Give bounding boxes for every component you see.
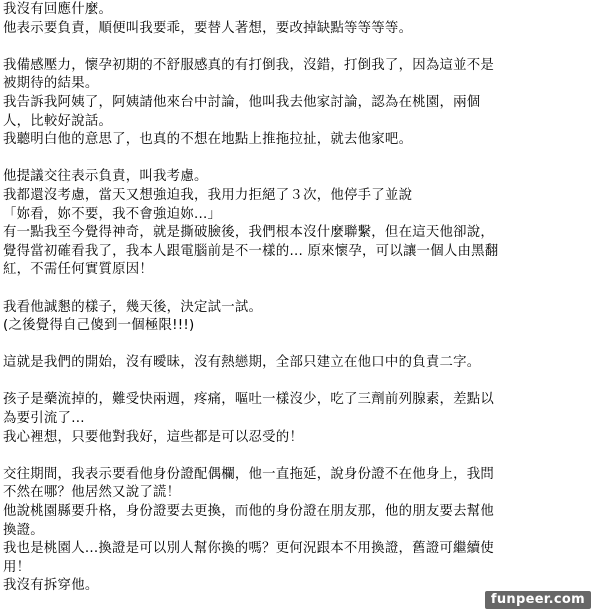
text-line: 我告訴我阿姨了，阿姨請他來台中討論，他叫我去他家討論，認為在桃園，兩個 — [3, 94, 481, 110]
text-line: 紅，不需任何實質原因！ — [3, 262, 154, 278]
text-line: 他提議交往表示負責，叫我考慮。 — [3, 169, 208, 185]
blank-line — [3, 373, 593, 392]
text-line: 我聽明白他的意思了，也真的不想在地點上推拖拉扯，就去他家吧。 — [3, 132, 413, 148]
text-line: 有一點我至今覺得神奇，就是撕破臉後，我們根本沒什麼聯繫，但在這天他卻說， — [3, 225, 495, 241]
text-line: 我心裡想，只要他對我好，這些都是可以忍受的！ — [3, 429, 304, 445]
text-line: 被期待的結果。 — [3, 76, 99, 92]
blank-line — [3, 280, 593, 299]
text-line: 人，比較好說話。 — [3, 113, 113, 129]
text-line: 為要引流了... — [3, 411, 85, 427]
text-line: 我沒有拆穿他。 — [3, 578, 99, 594]
text-line: 這就是我們的開始，沒有曖昧，沒有熱戀期，全部只建立在他口中的負責二字。 — [3, 355, 481, 371]
text-line: 交往期間，我表示要看他身份證配偶欄，他一直拖延，說身份證不在他身上，我問 — [3, 466, 495, 482]
text-line: 我也是桃園人...換證是可以別人幫你換的嗎？更何況跟本不用換證，舊證可繼續使 — [3, 541, 494, 557]
text-line: 孩子是藥流掉的，難受快兩週，疼痛，嘔吐一樣沒少，吃了三劑前列腺素，差點以 — [3, 392, 495, 408]
text-line: 我都還沒考慮，當天又想強迫我，我用力拒絕了３次，他停手了並說 — [3, 187, 413, 203]
text-line: 他說桃園縣要升格，身份證要去更換，而他的身份證在朋友那，他的朋友要去幫他 — [3, 504, 495, 520]
text-line: 換證。 — [3, 522, 44, 538]
blank-line — [3, 336, 593, 355]
text-line: 他表示要負責，順便叫我要乖，要替人著想，要改掉缺點等等等等。 — [3, 20, 413, 36]
text-line: 不然在哪？他居然又說了謊！ — [3, 485, 181, 501]
blank-line — [3, 38, 593, 57]
text-line: 我沒有回應什麼。 — [3, 2, 113, 17]
text-line: 「妳看，妳不要，我不會強迫妳...」 — [3, 206, 222, 222]
document-body — [3, 1, 593, 596]
blank-line — [3, 150, 593, 169]
text-line: 我看他誠懇的樣子，幾天後，決定試一試。 — [3, 299, 263, 315]
watermark-label: funpeer.com — [485, 591, 591, 609]
text-line: 用！ — [3, 559, 31, 575]
text-line: 覺得當初確看我了，我本人跟電腦前是不一樣的... 原來懷孕，可以讓一個人由黑翻 — [3, 243, 499, 259]
text-line: 我備感壓力，懷孕初期的不舒服感真的有打倒我，沒錯，打倒我了，因為這並不是 — [3, 57, 495, 73]
blank-line — [3, 447, 593, 466]
text-line: (之後覺得自己傻到一個極限!!!) — [3, 318, 195, 334]
